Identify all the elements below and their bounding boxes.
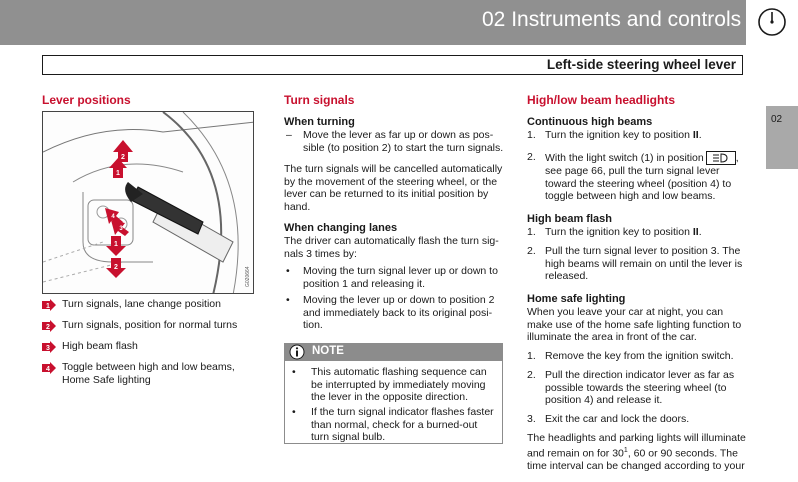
text-line: possible towards the steering wheel (to xyxy=(545,381,727,394)
text-line: If the turn signal indicator flashes faster xyxy=(311,406,494,418)
text-line: the lever in the opposite direction. xyxy=(311,391,469,403)
text-line: toggle between high and low beams. xyxy=(545,190,716,202)
dash-marker: – xyxy=(286,129,292,141)
text-line: make use of the home safe lighting function to xyxy=(527,318,742,331)
legend-text: Toggle between high and low beams, Home Safe lighting xyxy=(62,361,235,386)
lane-change-bullet xyxy=(303,294,508,332)
text-line: The driver can automatically flash the turn sig- xyxy=(284,235,499,247)
figure-marker: 1 xyxy=(114,241,118,248)
bullet-dot: • xyxy=(286,265,290,277)
turn-signals-heading: Turn signals xyxy=(284,93,355,107)
text-line: by the movement of the steering wheel, or the xyxy=(284,175,498,188)
chapter-header-bar xyxy=(0,0,798,45)
text-line: toward the steering wheel (position 4) to xyxy=(545,177,732,190)
text-line: turn signal bulb. xyxy=(311,431,386,443)
info-icon xyxy=(289,344,305,360)
text-line: released. xyxy=(545,270,589,282)
gauge-icon xyxy=(756,6,788,38)
legend-item xyxy=(42,340,262,354)
home-safe-lighting-heading: Home safe lighting xyxy=(527,293,626,305)
position-arrow-marker-icon xyxy=(42,299,56,311)
step-number: 3. xyxy=(527,413,536,425)
figure-marker: 4 xyxy=(111,214,115,220)
step-number: 1. xyxy=(527,350,536,362)
note-header xyxy=(284,343,503,360)
lane-change-bullet xyxy=(303,265,508,290)
arrow-up-position-2 xyxy=(113,140,133,162)
high-beam-flash-heading: High beam flash xyxy=(527,213,612,225)
position-arrow-marker-icon xyxy=(42,362,56,374)
text-line: Turn the ignition key to position xyxy=(545,129,693,141)
legend-number: 1 xyxy=(46,303,50,310)
changing-lanes-heading: When changing lanes xyxy=(284,222,398,234)
position-arrow-marker-icon xyxy=(42,341,56,353)
side-tab-label: 02 xyxy=(771,114,783,125)
text-line: Pull the direction indicator lever as far as xyxy=(545,369,735,381)
home-safe-closing xyxy=(527,432,757,472)
text-line: Moving the lever up or down to position 2 xyxy=(303,294,495,306)
text-line: hand. xyxy=(284,200,311,213)
chapter-icon-box xyxy=(746,0,798,45)
text-line: Pull the turn signal lever to position 3. The xyxy=(545,245,741,257)
ignition-position: II xyxy=(692,129,699,141)
note-bullet xyxy=(311,366,499,404)
continuous-step-2 xyxy=(545,151,757,203)
text-line: illuminate the area in front of the car. xyxy=(527,331,697,343)
bullet-dot: • xyxy=(292,406,296,418)
continuous-high-beams-heading: Continuous high beams xyxy=(527,116,653,128)
ignition-position: II xyxy=(692,226,699,238)
text-line: , 60 or 90 seconds. The xyxy=(627,447,738,459)
flash-step-2 xyxy=(545,245,757,283)
step-number: 1. xyxy=(527,129,536,141)
chapter-side-tab xyxy=(766,106,798,169)
lever-positions-heading: Lever positions xyxy=(42,93,131,107)
legend-item xyxy=(42,361,262,389)
text-line: nals 3 times by: xyxy=(284,247,357,260)
legend-item xyxy=(42,298,262,312)
note-bullet xyxy=(311,406,501,444)
text-line: . xyxy=(698,226,702,238)
section-title-box xyxy=(42,55,743,75)
home-safe-intro xyxy=(527,306,755,344)
footnote-marker: 1 xyxy=(623,446,628,454)
high-low-beam-heading: High/low beam headlights xyxy=(527,93,676,107)
text-line: Moving the turn signal lever up or down to xyxy=(303,265,498,277)
bullet-dot: • xyxy=(292,366,296,378)
legend-number: 3 xyxy=(46,345,50,352)
flash-step-1 xyxy=(545,226,755,239)
text-line: see page 66, pull the turn signal lever xyxy=(545,165,720,177)
text-line: lever can be returned to its initial position by xyxy=(284,188,489,200)
text-line: tion. xyxy=(303,319,323,331)
legend-number: 4 xyxy=(46,366,50,373)
note-title: NOTE xyxy=(312,345,344,357)
legend-text: Turn signals, position for normal turns xyxy=(62,319,238,331)
text-line: than normal, check for a burned-out xyxy=(311,418,478,431)
headlight-high-beam-icon xyxy=(706,151,736,165)
text-line: Turn the ignition key to position xyxy=(545,226,693,238)
figure-marker: 2 xyxy=(121,154,125,161)
note-body xyxy=(284,360,503,444)
arrow-down-position-1 xyxy=(106,236,126,256)
when-turning-heading: When turning xyxy=(284,116,355,128)
text-line: and remain on for 30 xyxy=(527,447,624,459)
text-line: The headlights and parking lights will illuminate xyxy=(527,432,746,444)
figure-code: G020664 xyxy=(245,266,251,287)
home-safe-step-2 xyxy=(545,369,757,407)
text-line: Exit the car and lock the doors. xyxy=(545,413,690,425)
when-turning-text xyxy=(303,129,508,154)
cancel-paragraph xyxy=(284,163,508,213)
step-number: 2. xyxy=(527,245,536,257)
text-line: high beams will remain on until the lever is xyxy=(545,257,743,270)
text-line: This automatic flashing sequence can xyxy=(311,366,487,378)
text-line: be interrupted by immediately moving xyxy=(311,378,486,391)
continuous-step-1 xyxy=(545,129,755,142)
position-arrow-marker-icon xyxy=(42,320,56,332)
legend-number: 2 xyxy=(46,324,50,331)
step-number: 2. xyxy=(527,151,536,163)
figure-marker: 1 xyxy=(116,170,120,177)
text-line: , xyxy=(735,151,739,164)
legend-text: Turn signals, lane change position xyxy=(62,298,221,310)
changing-lanes-intro xyxy=(284,235,508,260)
chapter-title: 02 Instruments and controls xyxy=(482,8,742,31)
text-line: Move the lever as far up or down as pos- xyxy=(303,129,494,141)
legend-item xyxy=(42,319,262,333)
home-safe-step-3 xyxy=(545,413,757,426)
text-line: time interval can be changed according to your xyxy=(527,459,745,472)
text-line: and immediately back to its original posi- xyxy=(303,306,493,319)
steering-lever-illustration xyxy=(43,112,254,294)
step-number: 2. xyxy=(527,369,536,381)
text-line: position 1 and releasing it. xyxy=(303,277,425,290)
arrow-down-position-2 xyxy=(106,258,126,278)
text-line: With the light switch (1) in position xyxy=(545,151,704,164)
bullet-dot: • xyxy=(286,294,290,306)
text-line: The turn signals will be cancelled automatically xyxy=(284,163,503,175)
step-number: 1. xyxy=(527,226,536,238)
steering-lever-figure xyxy=(42,111,254,294)
text-line: When you leave your car at night, you can xyxy=(527,306,724,318)
text-line: . xyxy=(698,129,702,141)
figure-marker: 3 xyxy=(119,226,123,232)
figure-marker: 2 xyxy=(114,264,118,271)
text-line: position 4) and release it. xyxy=(545,394,663,406)
home-safe-step-1 xyxy=(545,350,757,363)
section-title: Left-side steering wheel lever xyxy=(546,57,736,72)
text-line: sible (to position 2) to start the turn signals. xyxy=(303,141,504,154)
text-line: Remove the key from the ignition switch. xyxy=(545,350,734,362)
legend-text: High beam flash xyxy=(62,340,138,352)
